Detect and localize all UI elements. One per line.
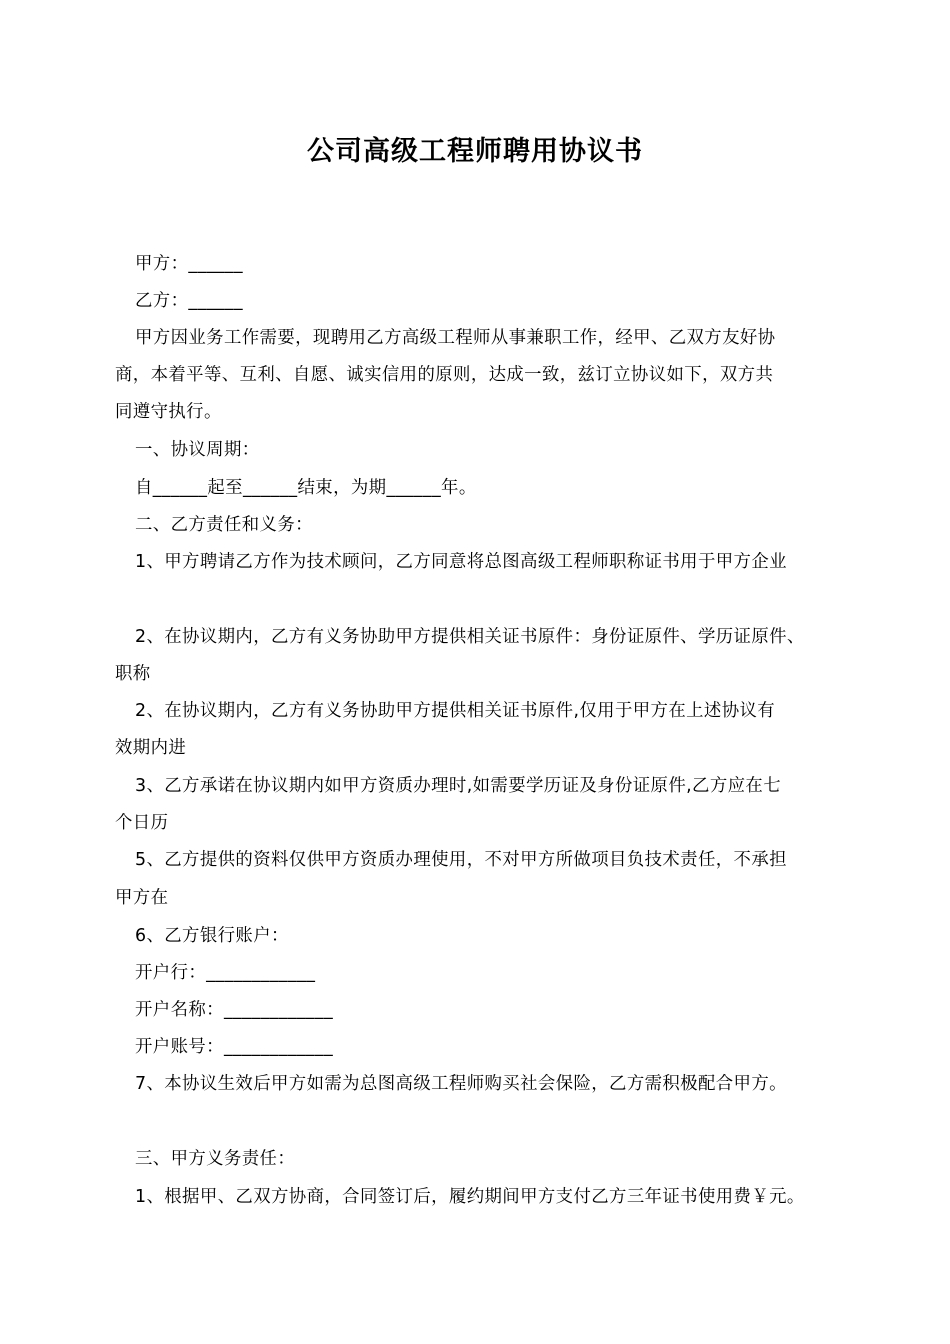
clause-line: 2、在协议期内，乙方有义务协助甲方提供相关证书原件,仅用于甲方在上述协议有 (135, 701, 776, 721)
section-heading: 一、协议周期： (135, 440, 260, 460)
bank-name-line: 开户行：____________ (135, 963, 316, 983)
intro-paragraph-line: 同遵守执行。 (115, 402, 222, 422)
clause-line: 2、在协议期内，乙方有义务协助甲方提供相关证书原件：身份证原件、学历证原件、 (135, 627, 805, 647)
party-b-line: 乙方：______ (135, 291, 243, 311)
section-heading: 二、乙方责任和义务： (135, 515, 313, 535)
party-a-line: 甲方：______ (135, 254, 243, 274)
clause-line: 甲方在 (115, 888, 169, 908)
clause-line: 3、乙方承诺在协议期内如甲方资质办理时,如需要学历证及身份证原件,乙方应在七 (135, 776, 781, 796)
clause-line: 1、根据甲、乙双方协商，合同签订后，履约期间甲方支付乙方三年证书使用费￥元。 (135, 1187, 805, 1207)
clause-line: 1、甲方聘请乙方作为技术顾问，乙方同意将总图高级工程师职称证书用于甲方企业 (135, 552, 787, 572)
clause-line: 效期内进 (115, 738, 187, 758)
intro-paragraph-line: 甲方因业务工作需要，现聘用乙方高级工程师从事兼职工作，经甲、乙双方友好协 (135, 328, 776, 348)
clause-line: 6、乙方银行账户： (135, 926, 289, 946)
account-name-line: 开户名称：____________ (135, 1000, 334, 1020)
section-heading: 三、甲方义务责任： (135, 1149, 296, 1169)
clause-line: 个日历 (115, 813, 169, 833)
clause-line: 职称 (115, 664, 151, 684)
clause-line: 5、乙方提供的资料仅供甲方资质办理使用，不对甲方所做项目负技术责任，不承担 (135, 850, 787, 870)
intro-paragraph-line: 商，本着平等、互利、自愿、诚实信用的原则，达成一致，兹订立协议如下，双方共 (115, 365, 774, 385)
term-period-line: 自______起至______结束，为期______年。 (135, 478, 477, 498)
clause-line: 7、本协议生效后甲方如需为总图高级工程师购买社会保险，乙方需积极配合甲方。 (135, 1074, 787, 1094)
account-number-line: 开户账号：____________ (135, 1037, 334, 1057)
document-title: 公司高级工程师聘用协议书 (307, 136, 643, 167)
